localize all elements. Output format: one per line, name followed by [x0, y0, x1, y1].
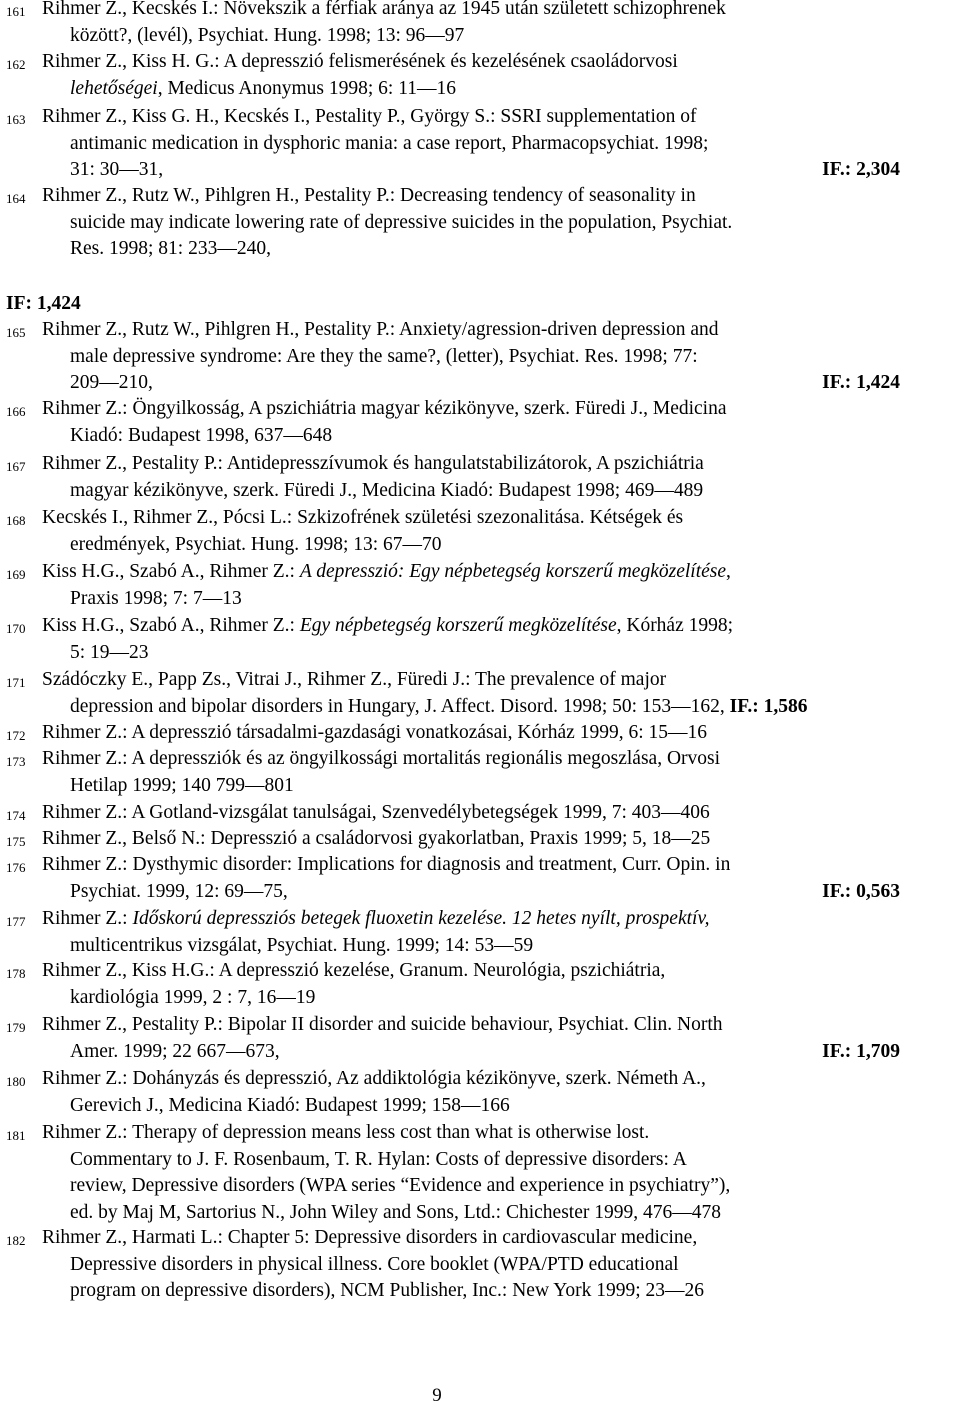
- reference-number: 178: [6, 966, 26, 981]
- reference-line: magyar kézikönyve, szerk. Füredi J., Medicina Kiadó: Budapest 1998; 469—489: [70, 479, 704, 501]
- reference-180: [0, 1066, 960, 1119]
- reference-number: 182: [6, 1233, 26, 1248]
- reference-text: Rihmer Z.:: [42, 908, 133, 929]
- reference-line: 5: 19—23: [70, 641, 149, 663]
- reference-line: Commentary to J. F. Rosenbaum, T. R. Hylan: Costs of depressive disorders: A: [70, 1148, 687, 1170]
- reference-number: 168: [6, 513, 26, 528]
- reference-177: [0, 906, 960, 959]
- italic-title: Egy népbetegség korszerű megközelítése: [299, 615, 617, 636]
- reference-line: Rihmer Z., Rutz W., Pihlgren H., Pestality P.: Anxiety/agression-driven depression and: [42, 319, 719, 340]
- reference-178: [0, 958, 960, 1011]
- reference-line: Szádóczky E., Papp Zs., Vitrai J., Rihmer Z., Füredi J.: The prevalence of major: [42, 669, 667, 690]
- reference-line: Rihmer Z., Kecskés I.: Növekszik a férfiak aránya az 1945 után született schizophrenek: [42, 0, 726, 19]
- reference-text: Amer. 1999; 22 667—673,: [70, 1040, 280, 1062]
- reference-line: program on depressive disorders), NCM Publisher, Inc.: New York 1999; 23—26: [70, 1280, 704, 1301]
- reference-number: 172: [6, 728, 26, 743]
- impact-factor: IF.: 1,709: [822, 1040, 900, 1062]
- reference-169: [0, 559, 960, 612]
- reference-text: Psychiat. 1999, 12: 69—75,: [70, 880, 288, 902]
- reference-number: 181: [6, 1128, 26, 1143]
- reference-163: [0, 104, 960, 184]
- reference-line: között?, (levél), Psychiat. Hung. 1998; 13: 96—97: [70, 24, 465, 46]
- reference-line: [42, 906, 958, 933]
- reference-line: Rihmer Z.: Dohányzás és depresszió, Az addiktológia kézikönyve, szerk. Németh A.,: [42, 1068, 706, 1089]
- reference-number: 165: [6, 325, 26, 340]
- reference-number: 164: [6, 191, 26, 206]
- reference-number: 171: [6, 675, 26, 690]
- reference-line: Gerevich J., Medicina Kiadó: Budapest 1999; 158—166: [70, 1094, 510, 1116]
- reference-number: 174: [6, 808, 26, 823]
- reference-line: [42, 370, 900, 397]
- reference-number: 177: [6, 914, 26, 929]
- reference-181: [0, 1120, 960, 1226]
- reference-line: review, Depressive disorders (WPA series “Evidence and experience in psychiatry”),: [70, 1175, 731, 1196]
- reference-number: 163: [6, 112, 26, 127]
- reference-162: [0, 49, 960, 102]
- reference-line: [42, 879, 900, 906]
- reference-text: , Kórház 1998;: [616, 615, 734, 636]
- reference-line: Res. 1998; 81: 233—240,: [70, 238, 271, 259]
- reference-line: Kecskés I., Rihmer Z., Pócsi L.: Szkizofrének születési szezonalitása. Kétségek és: [42, 507, 684, 528]
- reference-line: [42, 157, 900, 184]
- reference-168: [0, 505, 960, 558]
- reference-line: Kiadó: Budapest 1998, 637—648: [70, 424, 333, 446]
- reference-text: 209—210,: [70, 372, 153, 393]
- page-number: 9: [432, 1385, 442, 1406]
- reference-176: [0, 852, 960, 905]
- reference-line: Depressive disorders in physical illness. Core booklet (WPA/PTD educational: [70, 1253, 679, 1275]
- reference-line: Rihmer Z., Harmati L.: Chapter 5: Depressive disorders in cardiovascular medicine,: [42, 1227, 698, 1248]
- reference-line: Praxis 1998; 7: 7—13: [70, 587, 242, 609]
- reference-166: [0, 396, 960, 449]
- italic-title: A depresszió: Egy népbetegség korszerű megközelítése: [299, 561, 727, 582]
- reference-line: Rihmer Z., Kiss G. H., Kecskés I., Pestality P., György S.: SSRI supplementation of: [42, 106, 697, 127]
- reference-line: [42, 76, 958, 103]
- reference-text: Kiss H.G., Szabó A., Rihmer Z.:: [42, 615, 300, 636]
- reference-175: [0, 826, 960, 853]
- reference-171: [0, 667, 960, 720]
- reference-number: 176: [6, 860, 26, 875]
- reference-174: [0, 800, 960, 827]
- reference-173: [0, 746, 960, 799]
- reference-number: 161: [6, 4, 26, 19]
- reference-line: Rihmer Z., Kiss H. G.: A depresszió felismerésének és kezelésének csaoládorvosi: [42, 51, 678, 72]
- impact-factor: IF.: 1,424: [822, 372, 900, 393]
- reference-line: multicentrikus vizsgálat, Psychiat. Hung. 1999; 14: 53—59: [70, 934, 534, 956]
- reference-line: Rihmer Z.: A depressziók és az öngyilkossági mortalitás regionális megoszlása, Orvosi: [42, 748, 721, 769]
- reference-167: [0, 451, 960, 504]
- reference-line: Hetilap 1999; 140 799—801: [70, 774, 294, 796]
- reference-line: kardiológia 1999, 2 : 7, 16—19: [70, 986, 316, 1008]
- reference-172: [0, 720, 960, 747]
- reference-182: [0, 1225, 960, 1305]
- reference-text: depression and bipolar disorders in Hungary, J. Affect. Disord. 1998; 50: 153—162,: [70, 695, 730, 717]
- reference-line: antimanic medication in dysphoric mania: a case report, Pharmacopsychiat. 1998;: [70, 132, 709, 154]
- reference-line: [42, 694, 958, 721]
- reference-line: [42, 1039, 900, 1066]
- impact-factor: IF: 1,424: [6, 293, 81, 314]
- reference-number: 173: [6, 754, 26, 769]
- reference-number: 175: [6, 834, 26, 849]
- impact-factor: IF.: 1,586: [729, 695, 808, 717]
- reference-number: 170: [6, 621, 26, 636]
- reference-line: Rihmer Z., Rutz W., Pihlgren H., Pestality P.: Decreasing tendency of seasonality in: [42, 185, 696, 206]
- reference-number: 166: [6, 404, 26, 419]
- reference-line: [42, 613, 958, 640]
- reference-line: suicide may indicate lowering rate of depressive suicides in the population, Psychiat.: [70, 211, 733, 233]
- reference-line: Rihmer Z.: Öngyilkosság, A pszichiátria magyar kézikönyve, szerk. Füredi J., Medicina: [42, 398, 727, 419]
- reference-number: 167: [6, 459, 26, 474]
- reference-161: [0, 0, 960, 49]
- reference-text: , Medicus Anonymus 1998; 6: 11—16: [157, 77, 456, 99]
- reference-164: [0, 183, 960, 263]
- reference-165: [0, 317, 960, 397]
- reference-text: ,: [726, 561, 731, 582]
- reference-179: [0, 1012, 960, 1065]
- reference-number: 179: [6, 1020, 26, 1035]
- reference-line: eredmények, Psychiat. Hung. 1998; 13: 67—70: [70, 533, 442, 555]
- reference-170: [0, 613, 960, 666]
- reference-text: Kiss H.G., Szabó A., Rihmer Z.:: [42, 561, 300, 582]
- reference-line: Rihmer Z.: Therapy of depression means less cost than what is otherwise lost.: [42, 1122, 650, 1143]
- reference-line: Rihmer Z.: Dysthymic disorder: Implications for diagnosis and treatment, Curr. Opin. in: [42, 854, 731, 875]
- reference-line: Rihmer Z., Belső N.: Depresszió a családorvosi gyakorlatban, Praxis 1999; 5, 18—25: [42, 828, 711, 849]
- reference-line: ed. by Maj M, Sartorius N., John Wiley and Sons, Ltd.: Chichester 1999, 476—478: [70, 1201, 721, 1223]
- reference-line: Rihmer Z., Kiss H.G.: A depresszió kezelése, Granum. Neurológia, pszichiátria,: [42, 960, 666, 981]
- reference-line: Rihmer Z.: A depresszió társadalmi-gazdasági vonatkozásai, Kórház 1999, 6: 15—16: [42, 722, 707, 743]
- reference-line: Rihmer Z.: A Gotland-vizsgálat tanulságai, Szenvedélybetegségek 1999, 7: 403—406: [42, 802, 710, 823]
- reference-number: 169: [6, 567, 26, 582]
- reference-line: Rihmer Z., Pestality P.: Bipolar II disorder and suicide behaviour, Psychiat. Clin. North: [42, 1014, 723, 1035]
- reference-line: male depressive syndrome: Are they the same?, (letter), Psychiat. Res. 1998; 77:: [70, 345, 698, 367]
- impact-factor: IF.: 2,304: [822, 159, 900, 180]
- impact-factor: IF.: 0,563: [822, 880, 900, 902]
- reference-line: Rihmer Z., Pestality P.: Antidepresszívumok és hangulatstabilizátorok, A pszichiátria: [42, 453, 704, 474]
- italic-title: Időskorú depressziós betegek fluoxetin kezelése. 12 hetes nyílt, prospektív,: [132, 908, 710, 929]
- reference-line: [42, 559, 958, 586]
- reference-number: 162: [6, 57, 26, 72]
- reference-number: 180: [6, 1074, 26, 1089]
- reference-text: 31: 30—31,: [70, 159, 164, 180]
- italic-text: lehetőségei: [70, 77, 158, 99]
